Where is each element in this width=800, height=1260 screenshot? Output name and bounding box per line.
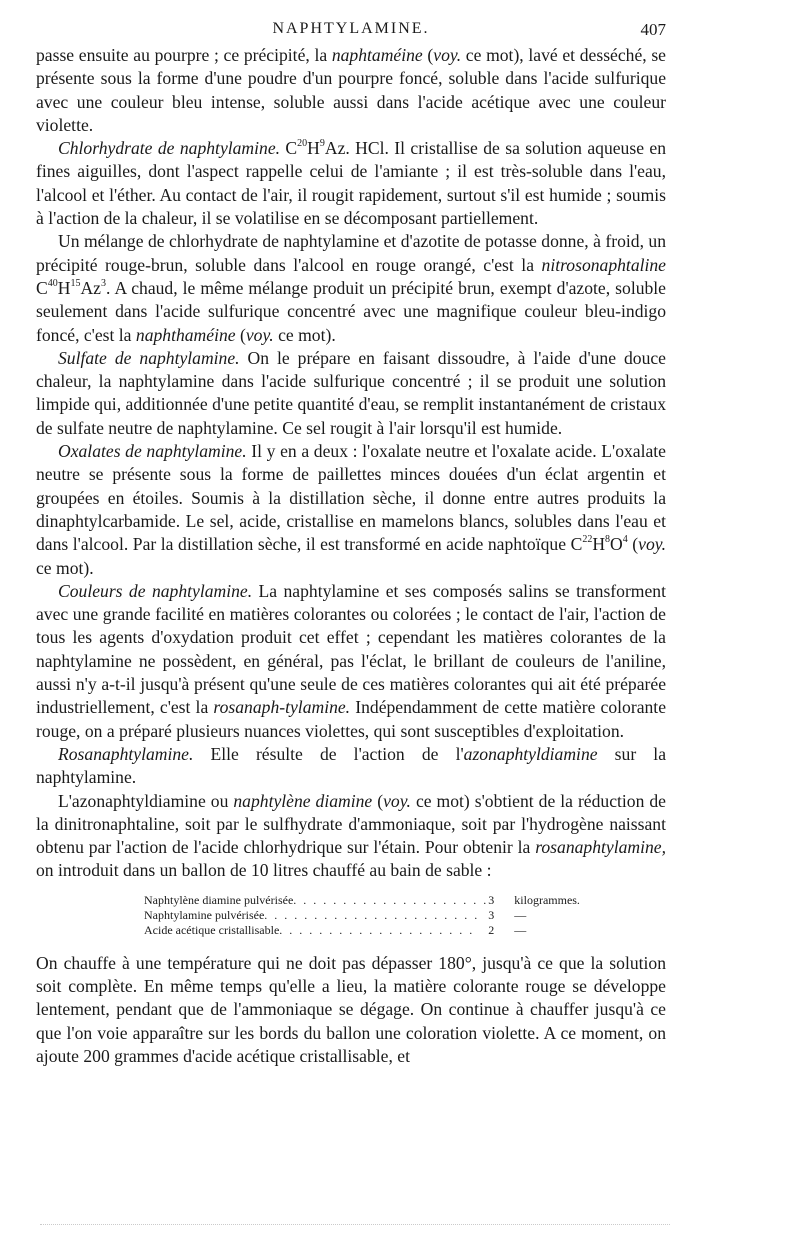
term-nitrosonaphtaline: nitrosonaphtaline bbox=[541, 254, 666, 275]
section-heading-rosanaphtylamine: Rosanaphtylamine. bbox=[58, 743, 194, 764]
recipe-row: Naphtylène diamine pulvérisée. . . . . . . . . . . . . . . . . . . . 3 kilogrammes. bbox=[144, 892, 580, 907]
paragraph-procedure: On chauffe à une température qui ne doit pas dépasser 180°, jusqu'à ce que la solution soit complète. En même temps qu'elle a lieu, la matière colorante rouge se développe lentement, pendant que de l'ammoniaque se dégage. On continue à chauffer jusqu'à ce que l'on voie apparaître sur les bords du ballon une coloration violette. A ce moment, on ajoute 200 grammes d'acide acétique cristallisable, et bbox=[36, 952, 666, 1066]
voy-ref: voy. bbox=[383, 790, 411, 811]
running-title: NAPHTYLAMINE. bbox=[272, 20, 430, 37]
term-naphthameine: naphthaméine bbox=[135, 324, 236, 345]
term-azonaphtyldiamine: azonaphtyldiamine bbox=[463, 743, 598, 764]
page-body bbox=[36, 44, 666, 1068]
recipe-table bbox=[144, 893, 580, 938]
section-heading-couleurs: Couleurs de naphtylamine. bbox=[58, 580, 253, 601]
paragraph-sulfate: Sulfate de naphtylamine. On le prépare en faisant dissoudre, à l'aide d'une douce chaleur, la naphtylamine dans l'acide sulfurique concentré ; il se produit une solution limpide qui, additionnée d'une petite quantité d'eau, se remplit instantanément de cristaux de sulfate neutre de naphtylamine. Ce sel rougit à l'air lorsqu'il est humide. bbox=[36, 347, 666, 438]
paragraph-couleurs: Couleurs de naphtylamine. La naphtylamine et ses composés salins se transforment avec une grande facilité en matières colorantes ou colorées ; le contact de l'air, l'action de tous les agents d'oxydation produit cet effet ; cependant les matières colorantes de la naphtylamine ne possèdent, en général, pas l'éclat, le brillant de couleurs de l'aniline, aussi n'y a-t-il jusqu'à présent qu'une seule de ces matières colorantes qui ait été préparée industriellement, c'est la rosanaph-tylamine. Indépendamment de cette matière colorante rouge, on a préparé plusieurs nuances violettes, qui sont susceptibles d'exploitation. bbox=[36, 580, 666, 741]
paragraph-chlorhydrate: Chlorhydrate de naphtylamine. $C^{20}H^9Az$. HCl. Il cristallise de sa solution aqueuse en fines aiguilles, dont l'aspect rappelle celui de l'amiante ; il est très-soluble dans l'eau, l'alcool et l'éther. Au contact de l'air, il rougit rapidement, surtout s'il est humide ; soumis à l'action de la chaleur, il se volatilise en se décomposant partiellement. bbox=[36, 138, 666, 229]
paragraph-rosanaphtylamine: Rosanaphtylamine. Elle résulte de l'action de l'azonaphtyldiamine sur la naphtylamine. bbox=[36, 743, 667, 788]
document-page bbox=[36, 14, 666, 1068]
term-rosanaphtylamine: rosanaph-tylamine. bbox=[213, 697, 351, 718]
paragraph-oxalates: Oxalates de naphtylamine. Il y en a deux : l'oxalate neutre et l'oxalate acide. L'oxalate neutre se présente sous la forme de paillettes minces douées d'un éclat argentin et groupées en étoiles. Soumis à la distillation sèche, il donne entre autres produits la dinaphtylcarbamide. Le sel, acide, cristallise en mamelons blancs, solubles dans l'eau et dans l'alcool. Par la distillation sèche, il est transformé en acide naphtoïque $C^{22}H^8O^4$ (voy. ce mot). bbox=[36, 441, 667, 578]
running-header bbox=[36, 14, 666, 44]
voy-ref: voy. bbox=[638, 534, 667, 555]
section-heading-sulfate: Sulfate de naphtylamine. bbox=[58, 347, 240, 368]
page-number: 407 bbox=[640, 20, 666, 39]
paragraph-continuation: passe ensuite au pourpre ; ce précipité, la naphtaméine (voy. ce mot), lavé et desséché, se présente sous la forme d'une poudre d'un pourpre foncé, soluble dans l'acide sulfurique avec une couleur bleu intense, soluble aussi dans l'acide acétique avec une couleur violette. bbox=[36, 45, 666, 135]
voy-ref: voy. bbox=[433, 45, 462, 65]
term-naphtameine: naphtaméine bbox=[331, 45, 423, 65]
section-heading-oxalates: Oxalates de naphtylamine. bbox=[58, 441, 247, 462]
paragraph-azonaphtyldiamine: L'azonaphtyldiamine ou naphtylène diamine (voy. ce mot) s'obtient de la réduction de la dinitronaphtaline, soit par le sulfhydrate d'ammoniaque, soit par l'hydrogène naissant obtenu par l'action de l'acide chlorhydrique sur l'étain. Pour obtenir la rosanaphtylamine, on introduit dans un ballon de 10 litres chauffé au bain de sable : bbox=[36, 790, 666, 881]
recipe-row: Naphtylamine pulvérisée. . . . . . . . . . . . . . . . . . . . . . 3 — bbox=[144, 907, 527, 922]
term-naphtylene-diamine: naphtylène diamine bbox=[233, 790, 373, 811]
term-rosanaphtylamine: rosanaphtylamine, bbox=[535, 837, 666, 858]
voy-ref: voy. bbox=[245, 324, 274, 345]
recipe-row: Acide acétique cristallisable. . . . . . . . . . . . . . . . . . . . 2 — bbox=[144, 922, 527, 937]
page-bottom-rule bbox=[40, 1224, 670, 1226]
section-heading-chlorhydrate: Chlorhydrate de naphtylamine. bbox=[58, 138, 281, 159]
paragraph-nitrosonaphtaline: Un mélange de chlorhydrate de naphtylamine et d'azotite de potasse donne, à froid, un précipité rouge-brun, soluble dans l'alcool en rouge orangé, c'est la nitrosonaphtaline $C^{40}H^{15}Az^3$. A chaud, le même mélange produit un précipité brun, exempt d'azote, soluble seulement dans l'acide sulfurique concentré avec une magnifique couleur bleu-indigo foncé, c'est la naphthaméine (voy. ce mot). bbox=[36, 231, 666, 345]
